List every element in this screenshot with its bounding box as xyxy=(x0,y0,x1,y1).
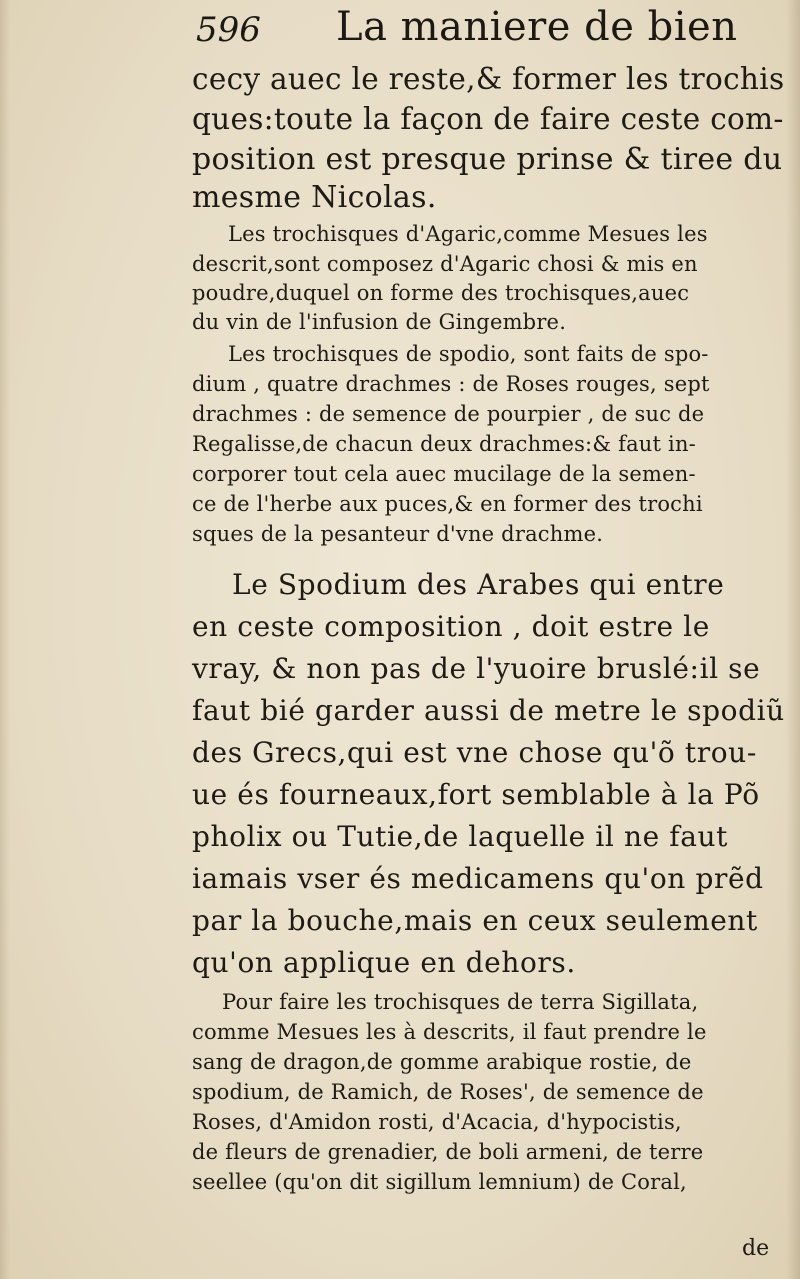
text-line: par la bouche,mais en ceux seulement xyxy=(192,904,758,937)
text-line: des Grecs,qui est vne chose qu'õ trou- xyxy=(192,736,757,769)
text-line: descrit,sont composez d'Agaric chosi & mis en xyxy=(192,252,698,276)
text-line: en ceste composition , doit estre le xyxy=(192,610,710,643)
page-number: 596 xyxy=(196,10,261,50)
text-line: iamais vser és medicamens qu'on prẽd xyxy=(192,862,764,895)
page-left-shadow xyxy=(0,0,10,1279)
page-header xyxy=(196,4,756,56)
text-line: ue és fourneaux,fort semblable à la Põ xyxy=(192,778,760,811)
text-line: faut bié garder aussi de metre le spodiũ xyxy=(192,694,785,727)
text-line: Roses, d'Amidon rosti, d'Acacia, d'hypocistis, xyxy=(192,1110,682,1134)
text-line: dium , quatre drachmes : de Roses rouges, sept xyxy=(192,372,710,396)
text-line: vray, & non pas de l'yuoire bruslé:il se xyxy=(192,652,761,685)
text-line: de fleurs de grenadier, de boli armeni, de terre xyxy=(192,1140,704,1164)
text-line: seellee (qu'on dit sigillum lemnium) de Coral, xyxy=(192,1170,687,1194)
text-line: position est presque prinse & tiree du xyxy=(192,142,783,177)
text-line: cecy auec le reste,& former les trochis xyxy=(192,62,785,96)
text-line: Regalisse,de chacun deux drachmes:& faut in- xyxy=(192,432,696,456)
text-line: mesme Nicolas. xyxy=(192,180,437,215)
text-line: du vin de l'infusion de Gingembre. xyxy=(192,310,567,334)
text-line: pholix ou Tutie,de laquelle il ne faut xyxy=(192,820,729,853)
text-line: ques:toute la façon de faire ceste com- xyxy=(192,102,784,136)
text-line: drachmes : de semence de pourpier , de suc de xyxy=(192,402,705,426)
text-line: comme Mesues les à descrits, il faut prendre le xyxy=(192,1020,707,1044)
running-title: La maniere de bien xyxy=(336,4,738,50)
catchword: de xyxy=(742,1236,770,1261)
text-line: ce de l'herbe aux puces,& en former des trochi xyxy=(192,492,703,516)
text-line: Les trochisques d'Agaric,comme Mesues les xyxy=(228,222,708,246)
page-right-shadow xyxy=(786,0,800,1279)
text-line: Le Spodium des Arabes qui entre xyxy=(232,568,725,601)
text-line: qu'on applique en dehors. xyxy=(192,946,576,979)
text-line: Les trochisques de spodio, sont faits de spo- xyxy=(228,342,709,366)
text-line: Pour faire les trochisques de terra Sigillata, xyxy=(222,990,699,1014)
text-line: sang de dragon,de gomme arabique rostie, de xyxy=(192,1050,692,1074)
text-line: corporer tout cela auec mucilage de la semen- xyxy=(192,462,696,486)
text-line: poudre,duquel on forme des trochisques,auec xyxy=(192,281,690,305)
text-line: sques de la pesanteur d'vne drachme. xyxy=(192,522,604,546)
text-line: spodium, de Ramich, de Roses', de semence de xyxy=(192,1080,704,1104)
